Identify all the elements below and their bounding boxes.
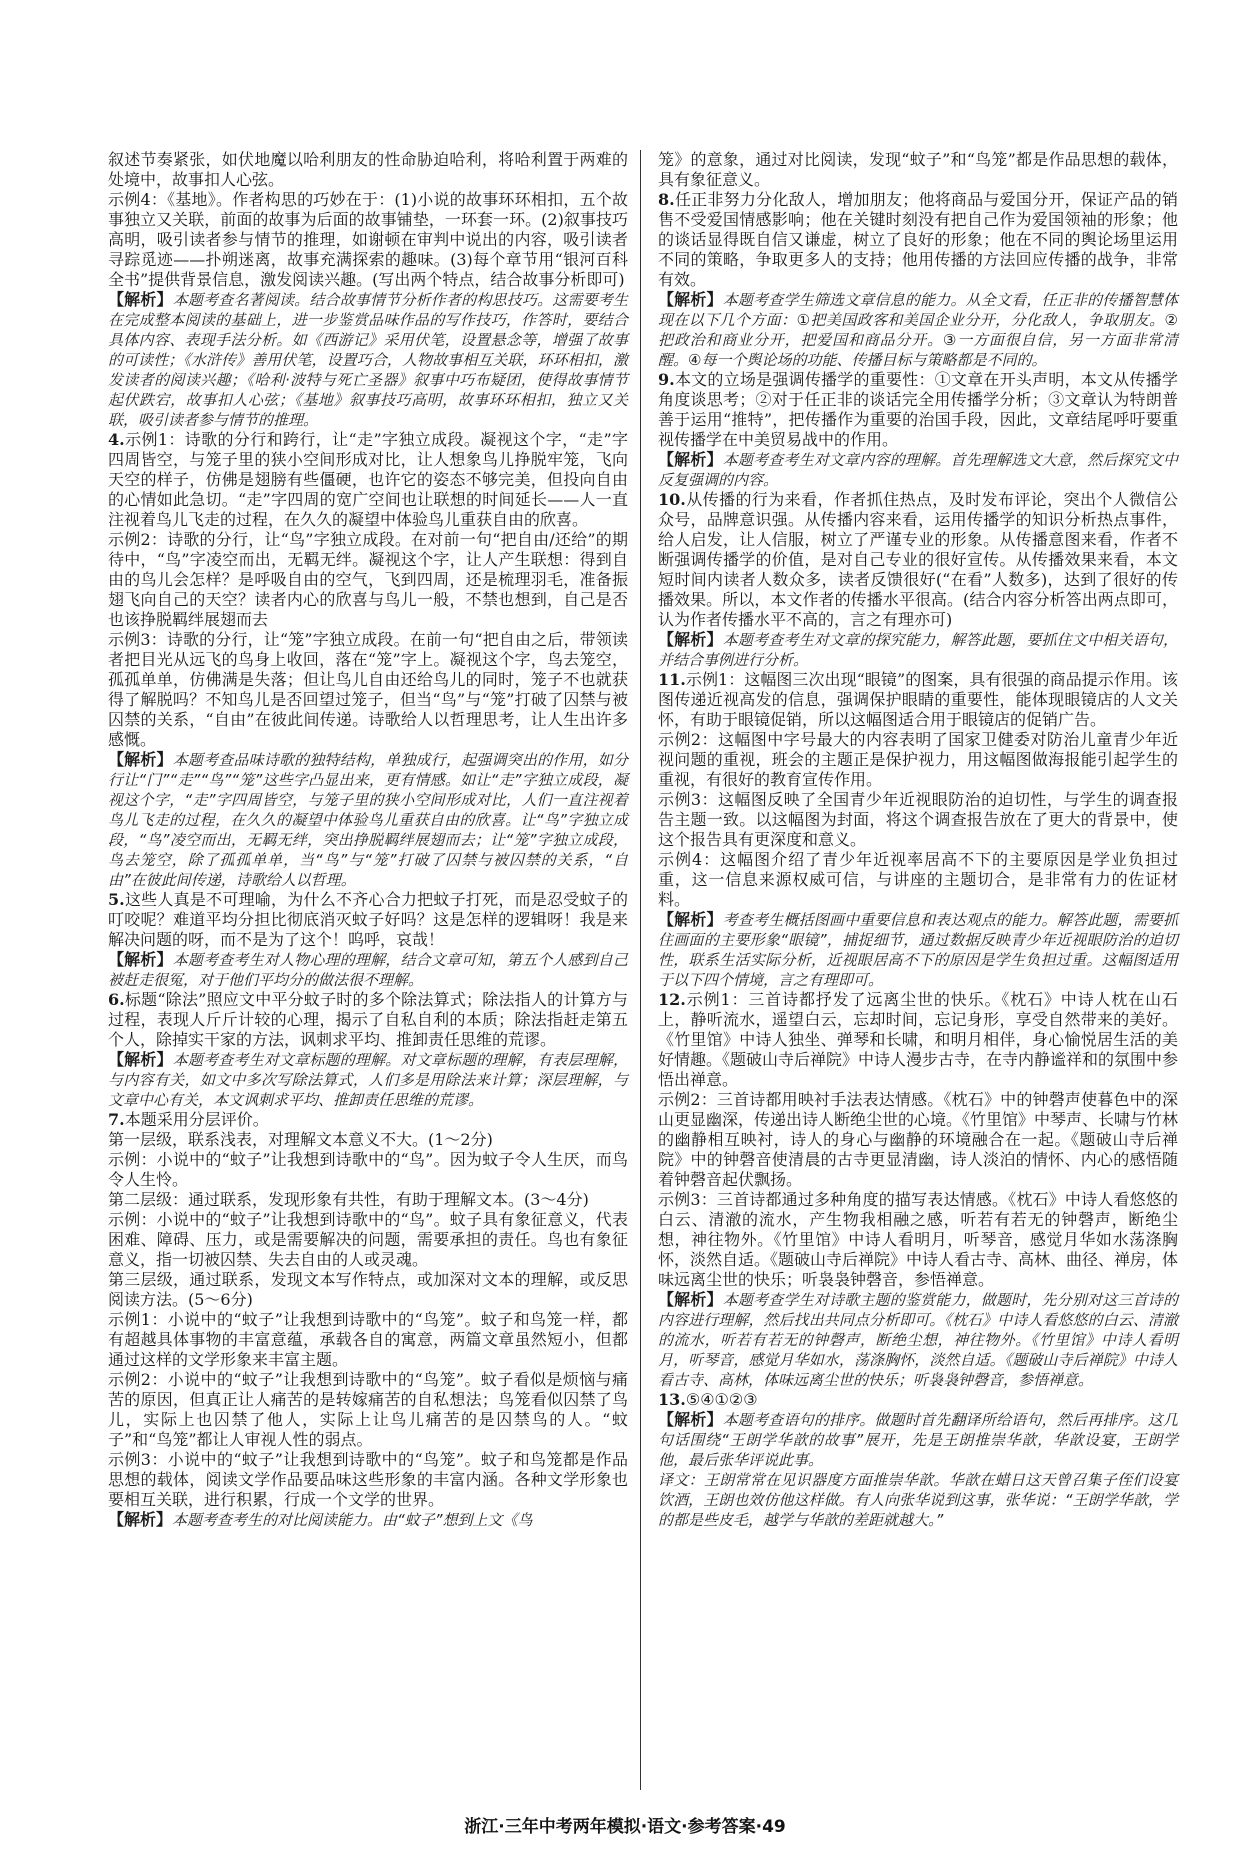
answer-text: 本题采用分层评价。: [124, 1110, 269, 1129]
analysis-label: 【解析】: [108, 750, 173, 769]
question-number: 13.: [658, 1390, 686, 1409]
analysis-label: 【解析】: [658, 450, 723, 469]
analysis-text: 本题考查考生对文章内容的理解。首先理解选文大意，然后探究文中反复强调的内容。: [658, 451, 1178, 489]
column-divider: [640, 150, 641, 1790]
analysis-label: 【解析】: [658, 910, 723, 929]
question-number: 10.: [658, 490, 686, 509]
answer-text: ⑤④①②③: [685, 1390, 758, 1409]
analysis-paragraph: [658, 630, 1178, 670]
question-number: 8.: [658, 190, 675, 209]
answer-text: 从传播的行为来看，作者抓住热点，及时发布评论，突出个人微信公众号，品牌意识强。从传播内容来看，运用传播学的知识分析热点事件，给人启发，让人信服，树立了严谨专业的形象。从传播意图来看，作者不断强调传播学的价值，是对自己专业的很好宣传。从传播效果来看，本文短时间内读者人数众多，读者反馈很好(“在看”人数多)，达到了很好的传播效果。所以，本文作者的传播水平很高。(结合内容分析答出两点即可，认为作者传播水平不高的，言之有理亦可): [658, 490, 1178, 629]
answer-item: [658, 1390, 1178, 1410]
analysis-text: 本题考查学生对诗歌主题的鉴赏能力，做题时，先分别对这三首诗的内容进行理解，然后找出共同点分析即可。《枕石》中诗人看悠悠的白云、清澈的流水，听若有若无的钟磬声，断绝尘想，神往物外。《竹里馆》中诗人看明月，听琴音，感觉月华如水，荡涤胸怀，淡然自适。《题破山寺后禅院》中诗人看古寺、高林，体味远离尘世的快乐；听袅袅钟磬音，参悟禅意。: [658, 1291, 1178, 1389]
answer-paragraph: 示例3：三首诗都通过多种角度的描写表达情感。《枕石》中诗人看悠悠的白云、清澈的流水，产生物我相融之感，听若有若无的钟磬声，断绝尘想，神往物外。《竹里馆》中诗人看明月，听琴音，感觉月华如水荡涤胸怀，淡然自适。《题破山寺后禅院》中诗人看古寺、高林、曲径、禅房，体味远离尘世的快乐；听袅袅钟磬音，参悟禅意。: [658, 1190, 1179, 1289]
analysis-paragraph: [658, 290, 1178, 370]
answer-paragraph: 示例2：三首诗都用映衬手法表达情感。《枕石》中的钟磬声使暮色中的深山更显幽深，传递出诗人断绝尘世的心境。《竹里馆》中琴声、长啸与竹林的幽静相互映衬，诗人的身心与幽静的环境融合在一起。《题破山寺后禅院》中的钟磬音使清晨的古寺更显清幽，诗人淡泊的情怀、内心的感悟随着钟磬音起伏飘扬。: [658, 1090, 1179, 1189]
question-number: 12.: [658, 990, 686, 1009]
question-number: 4.: [108, 430, 125, 449]
answer-text: 标题“除法”照应文中平分蚊子时的多个除法算式；除法指人的计算方与过程，表现人斤斤计较的心理，揭示了自私自利的本质；除法指赶走第五个人，除掉实干家的方法，讽刺求平均、推卸责任思维的荒谬。: [108, 990, 628, 1049]
answer-paragraph: 示例2：这幅图中字号最大的内容表明了国家卫健委对防治儿童青少年近视问题的重视，班会的主题正是保护视力，用这幅图做海报能引起学生的重视，有很好的教育宣传作用。: [658, 730, 1178, 789]
analysis-text: 本题考查名著阅读。结合故事情节分析作者的构思技巧。这需要考生在完成整本阅读的基础上，进一步鉴赏品味作品的写作技巧，作答时，要结合具体内容、表现手法分析。如《西游记》采用伏笔，设置悬念等，增强了故事的可读性；《水浒传》善用伏笔，设置巧合，人物故事相互关联，环环相扣，激发读者的阅读兴趣；《哈利·波特与死亡圣器》叙事中巧布疑团，使得故事情节起伏跌宕，故事扣人心弦；《基地》叙事技巧高明，故事环环相扣，独立又关联，吸引读者参与情节的推理。: [108, 291, 628, 429]
analysis-label: 【解析】: [658, 290, 723, 309]
answer-text: 这些人真是不可理喻，为什么不齐心合力把蚊子打死，而是忍受蚊子的叮咬呢？难道平均分担比彻底消灭蚊子好吗？这是怎样的逻辑呀！我是来解决问题的呀，而不是为了这个！呜呼，哀哉！: [108, 890, 628, 949]
answer-paragraph: 示例3：诗歌的分行，让“笼”字独立成段。在前一句“把自由之后，带领读者把目光从远飞的鸟身上收回，落在“笼”字上。凝视这个字，鸟去笼空，孤孤单单，仿佛满是失落；但让鸟儿自由还给鸟儿的同时，笼子不也就获得了解脱吗？不知鸟儿是否回望过笼子，但当“鸟”与“笼”打破了囚禁与被囚禁的关系，“自由”在彼此间传递。诗歌给人以哲理思考，让人生出许多感慨。: [108, 630, 628, 749]
question-number: 7.: [108, 1110, 125, 1129]
analysis-label: 【解析】: [108, 1510, 173, 1529]
analysis-label: 【解析】: [658, 1290, 723, 1309]
right-column: [658, 150, 1178, 1530]
answer-item: [108, 890, 628, 950]
question-number: 5.: [108, 890, 125, 909]
analysis-label: 【解析】: [658, 1410, 723, 1429]
answer-item: [658, 990, 1178, 1090]
answer-paragraph: 笼》的意象，通过对比阅读，发现“蚊子”和“鸟笼”都是作品思想的载体，具有象征意义。: [658, 150, 1178, 189]
answer-paragraph: 示例3：小说中的“蚊子”让我想到诗歌中的“鸟笼”。蚊子和鸟笼都是作品思想的载体，阅读文学作品要品味这些形象的丰富内涵。各种文学形象也要相互关联，进行积累，行成一个文学的世界。: [108, 1450, 628, 1509]
answer-text: 本文的立场是强调传播学的重要性：①文章在开头声明，本文从传播学角度谈思考；②对于任正非的谈话完全用传播学分析；③文章认为特朗普善于运用“推特”，把传播作为重要的治国手段，因此，文章结尾呼吁要重视传播学在中美贸易战中的作用。: [658, 370, 1178, 449]
analysis-text: 本题考查学生筛选文章信息的能力。从全文看，任正非的传播智慧体现在以下几个方面：①把美国政客和美国企业分开，分化敌人，争取朋友。②把政治和商业分开，把爱国和商品分开。③一方面很自信，另一方面非常清醒。④每一个舆论场的功能、传播目标与策略都是不同的。: [658, 291, 1178, 369]
answer-paragraph: 示例4：《基地》。作者构思的巧妙在于：(1)小说的故事环环相扣，五个故事独立又关联，前面的故事为后面的故事铺垫，一环套一环。(2)叙事技巧高明，吸引读者参与情节的推理，如谢顿在审判中说出的内容，吸引读者寻踪觅迹——扑朔迷离，故事充满探索的趣味。(3)每个章节用“银河百科全书”提供背景信息，激发阅读兴趣。(写出两个特点，结合故事分析即可): [108, 190, 628, 289]
answer-paragraph: 第一层级，联系浅表，对理解文本意义不大。(1～2分): [108, 1130, 493, 1149]
answer-text: 示例1：三首诗都抒发了远离尘世的快乐。《枕石》中诗人枕在山石上，静听流水，遥望白云，忘却时间，忘记身形，享受自然带来的美好。《竹里馆》中诗人独坐、弹琴和长啸，和明月相伴，身心愉悦居生活的美好情趣。《题破山寺后禅院》中诗人漫步古寺，在寺内静谧祥和的氛围中参悟出禅意。: [658, 990, 1179, 1089]
left-column: [108, 150, 628, 1530]
answer-paragraph: 示例4：这幅图介绍了青少年近视率居高不下的主要原因是学业负担过重，这一信息来源权威可信，与讲座的主题切合，是非常有力的佐证材料。: [658, 850, 1178, 909]
analysis-text: 本题考查考生的对比阅读能力。由“蚊子”想到上文《鸟: [172, 1511, 533, 1529]
answer-paragraph: 示例3：这幅图反映了全国青少年近视眼防治的迫切性，与学生的调查报告主题一致。以这幅图为封面，将这个调查报告放在了更大的背景中，使这个报告具有更深度和意义。: [658, 790, 1178, 849]
answer-item: [658, 670, 1178, 730]
answer-paragraph: 示例2：小说中的“蚊子”让我想到诗歌中的“鸟笼”。蚊子看似是烦恼与痛苦的原因，但真正让人痛苦的是转嫁痛苦的自私想法；鸟笼看似囚禁了鸟儿，实际上也囚禁了他人，实际上让鸟儿痛苦的是囚禁鸟的人。“蚊子”和“鸟笼”都让人审视人性的弱点。: [108, 1370, 628, 1449]
answer-paragraph: 示例2：诗歌的分行，让“鸟”字独立成段。在对前一句“把自由/还给”的期待中，“鸟”字凌空而出，无羁无绊。凝视这个字，让人产生联想：得到自由的鸟儿会怎样？是呼吸自由的空气，飞到四周，还是梳理羽毛，准备振翅飞向自己的天空？读者内心的欣喜与鸟儿一般，不禁也想到，自己是否也该挣脱羁绊展翅而去: [108, 530, 628, 629]
analysis-paragraph: [108, 290, 628, 430]
answer-text: 示例1：诗歌的分行和跨行，让“走”字独立成段。凝视这个字，“走”字四周皆空，与笼子里的狭小空间形成对比，让人想象鸟儿挣脱牢笼，飞向天空的样子，仿佛是翅膀有些僵硬，也许它的姿态不够完美，但投向自由的心情如此急切。“走”字四周的宽广空间也让联想的时间延长——人一直注视着鸟儿飞走的过程，在久久的凝望中体验鸟儿重获自由的欣喜。: [108, 430, 628, 529]
answer-paragraph: 第二层级：通过联系，发现形象有共性，有助于理解文本。(3～4分): [108, 1190, 589, 1209]
page-footer: 浙江·三年中考两年模拟·语文·参考答案·49: [464, 1817, 786, 1837]
analysis-label: 【解析】: [108, 950, 173, 969]
answer-text: 任正非努力分化敌人，增加朋友；他将商品与爱国分开，保证产品的销售不受爱国情感影响；他在关键时刻没有把自己作为爱国领袖的形象；他的谈话显得既自信又谦虚，树立了良好的形象；他在不同的舆论场里运用不同的策略，争取更多人的支持；他用传播的方法回应传播的战争，非常有效。: [658, 190, 1178, 289]
question-number: 9.: [658, 370, 675, 389]
analysis-paragraph: [658, 1290, 1178, 1390]
answer-item: [108, 990, 628, 1050]
answer-paragraph: 第三层级，通过联系，发现文本写作特点，或加深对文本的理解，或反思阅读方法。(5～6分): [108, 1270, 628, 1309]
answer-paragraph: 示例：小说中的“蚊子”让我想到诗歌中的“鸟”。蚊子具有象征意义，代表困难、障碍、压力，或是需要解决的问题，需要承担的责任。鸟也有象征意义，指一切被囚禁、失去自由的人或灵魂。: [108, 1210, 628, 1269]
analysis-text: 本题考查考生对文章标题的理解。对文章标题的理解，有表层理解，与内容有关，如文中多次写除法算式，人们多是用除法来计算；深层理解，与文章中心有关，本文讽刺求平均、推卸责任思维的荒谬。: [108, 1051, 628, 1109]
analysis-paragraph: [658, 1410, 1178, 1470]
analysis-text: 本题考查考生对文章的探究能力，解答此题，要抓住文中相关语句，并结合事例进行分析。: [658, 631, 1178, 669]
analysis-text: 考查考生概括图画中重要信息和表达观点的能力。解答此题，需要抓住画面的主要形象“眼镜”，捕捉细节，通过数据反映青少年近视眼防治的迫切性，联系生活实际分析，近视眼居高不下的原因是学生负担过重。这幅图适用于以下四个情境，言之有理即可。: [658, 911, 1178, 989]
analysis-paragraph: [108, 1510, 628, 1530]
answer-item: [658, 370, 1178, 450]
answer-item: [658, 490, 1178, 630]
analysis-text: 本题考查语句的排序。做题时首先翻译所给语句，然后再排序。这几句话围绕“王朗学华歆的故事”展开，先是王朗推崇华歆，华歆设宴，王朗学他，最后张华评说此事。: [658, 1411, 1178, 1469]
translation-paragraph: 译文：王朗常常在见识器度方面推崇华歆。华歆在蜡日这天曾召集子侄们设宴饮酒，王朗也效仿他这样做。有人向张华说到这事，张华说：“王朗学华歆，学的都是些皮毛，越学与华歆的差距就越大。”: [658, 1471, 1178, 1529]
analysis-paragraph: [658, 910, 1178, 990]
analysis-label: 【解析】: [108, 1050, 173, 1069]
answer-item: [108, 1110, 628, 1130]
answer-item: [658, 190, 1178, 290]
analysis-paragraph: [108, 750, 628, 890]
analysis-label: 【解析】: [658, 630, 723, 649]
answer-paragraph: 示例1：小说中的“蚊子”让我想到诗歌中的“鸟笼”。蚊子和鸟笼一样，都有超越具体事物的丰富意蕴，承载各自的寓意，两篇文章虽然短小，但都通过这样的文学形象来丰富主题。: [108, 1310, 628, 1369]
answer-item: [108, 430, 628, 530]
analysis-paragraph: [108, 950, 628, 990]
analysis-paragraph: [108, 1050, 628, 1110]
question-number: 11.: [658, 670, 686, 689]
analysis-paragraph: [658, 450, 1178, 490]
analysis-label: 【解析】: [108, 290, 173, 309]
answer-text: 示例1：这幅图三次出现“眼镜”的图案，具有很强的商品提示作用。该图传递近视高发的信息，强调保护眼睛的重要性，能体现眼镜店的人文关怀，有助于眼镜促销，所以这幅图适合用于眼镜店的促销广告。: [658, 670, 1178, 729]
question-number: 6.: [108, 990, 125, 1009]
analysis-text: 本题考查考生对人物心理的理解，结合文章可知，第五个人感到自己被赶走很冤，对于他们平均分的做法很不理解。: [108, 951, 628, 989]
answer-paragraph: 叙述节奏紧张，如伏地魔以哈利朋友的性命胁迫哈利，将哈利置于两难的处境中，故事扣人心弦。: [108, 150, 628, 189]
analysis-text: 本题考查品味诗歌的独特结构，单独成行，起强调突出的作用，如分行让“门”“走”“鸟”“笼”这些字凸显出来，更有情感。如让“走”字独立成段，凝视这个字，“走”字四周皆空，与笼子里的狭小空间形成对比，人们一直注视着鸟儿飞走的过程，在久久的凝望中体验鸟儿重获自由的欣喜。让“鸟”字独立成段，“鸟”凌空而出，无羁无绊，突出挣脱羁绊展翅而去；让“笼”字独立成段，鸟去笼空，除了孤孤单单，当“鸟”与“笼”打破了囚禁与被囚禁的关系，“自由”在彼此间传递，诗歌给人以哲理。: [108, 751, 628, 889]
answer-paragraph: 示例：小说中的“蚊子”让我想到诗歌中的“鸟”。因为蚊子令人生厌，而鸟令人生怜。: [108, 1150, 628, 1189]
